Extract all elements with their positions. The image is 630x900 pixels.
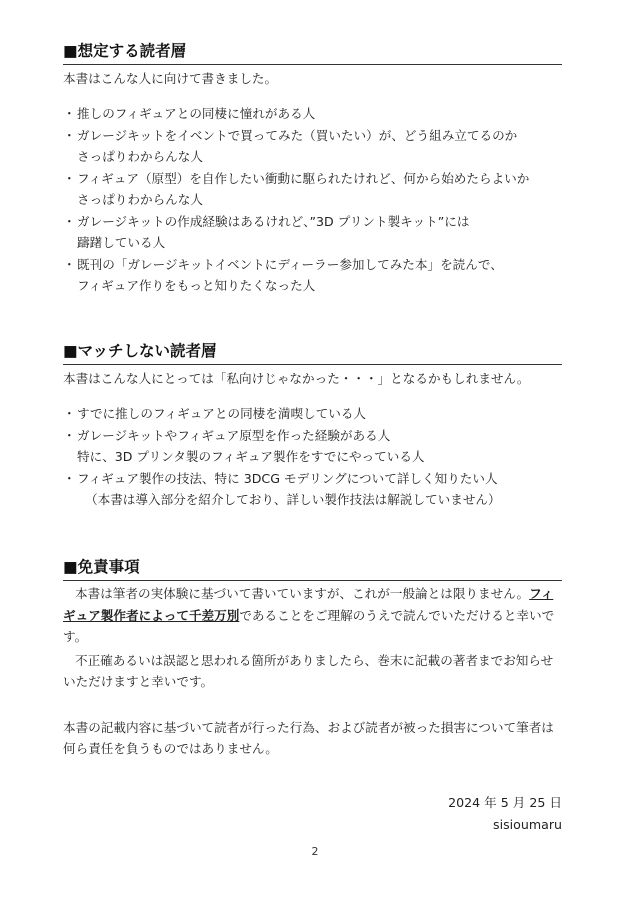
list-item-line: さっぱりわからんな人 [77, 149, 203, 164]
list-item [63, 254, 562, 297]
list-item-line: ・ ガレージキットやフィギュア原型を作った経験がある人 [77, 427, 391, 443]
reader-list [63, 403, 562, 511]
list-item [63, 168, 562, 211]
list-item-line: ・ フィギュア製作の技法、特に 3DCG モデリングについて詳しく知りたい人 [77, 470, 498, 486]
section-heading: ■想定する読者層 [63, 40, 562, 65]
list-item [63, 125, 562, 168]
list-item-line: ・ ガレージキットをイベントで買ってみた（買いたい）が、どう組み立てるのか [77, 127, 518, 143]
paragraph-text: 本書は筆者の実体験に基づいて書いていますが、これが一般論とは限りません。 [75, 586, 530, 601]
list-item-line: 特に、3D プリンタ製のフィギュア製作をすでにやっている人 [77, 449, 425, 464]
list-item-line: （本書は導入部分を紹介しており、詳しい製作技法は解説していません） [85, 492, 501, 507]
list-item [63, 403, 562, 425]
section-intro: 本書はこんな人に向けて書きました。 [63, 71, 278, 86]
list-item [63, 425, 562, 468]
list-item [63, 211, 562, 254]
section-intro: 本書はこんな人にとっては「私向けじゃなかった・・・」となるかもしれません。 [63, 371, 530, 386]
list-item-line: フィギュア作りをもっと知りたくなった人 [77, 278, 316, 293]
list-item-line: ・ フィギュア（原型）を自作したい衝動に駆られたけれど、何から始めたらよいか [77, 170, 530, 186]
disclaimer-paragraph-1 [63, 583, 562, 648]
list-item-line: ・ 推しのフィギュアとの同棲に憧れがある人 [77, 106, 316, 121]
list-item-line: ・ 既刊の「ガレージキットイベントにディーラー参加してみた本」を読んで、 [77, 256, 503, 272]
signature-date: 2024 年 5 月 25 日 [448, 795, 562, 810]
section-target-readers [63, 40, 562, 297]
section-nonmatching-readers [63, 340, 562, 511]
signature-block [448, 792, 562, 835]
disclaimer-paragraph-2: 不正確あるいは誤認と思われる箇所がありましたら、巻末に記載の著者までお知らせいただけますと幸いです。 [63, 652, 554, 689]
section-heading: ■マッチしない読者層 [63, 340, 562, 365]
list-item [63, 103, 562, 125]
list-item-line: さっぱりわからんな人 [77, 192, 203, 207]
list-item-line: ・ すでに推しのフィギュアとの同棲を満喫している人 [77, 406, 367, 421]
list-item-line: ・ ガレージキットの作成経験はあるけれど、”3D プリント製キット”には [77, 213, 470, 229]
paragraph-text: であることをご理解のうえで読んでいただけると幸いです。 [63, 607, 555, 644]
reader-list [63, 103, 562, 297]
list-item [63, 468, 562, 511]
page-number: 2 [311, 845, 319, 858]
disclaimer-paragraph-3: 本書の記載内容に基づいて読者が行った行為、および読者が被った損害について筆者は何ら責任を負うものではありません。 [63, 719, 554, 756]
section-heading: ■免責事項 [63, 556, 562, 581]
signature-author: sisioumaru [493, 816, 562, 832]
section-disclaimer [63, 556, 562, 760]
emphasis-text: フィギュア製作者によって千差万別 [63, 586, 554, 623]
list-item-line: 躊躇している人 [77, 235, 166, 250]
